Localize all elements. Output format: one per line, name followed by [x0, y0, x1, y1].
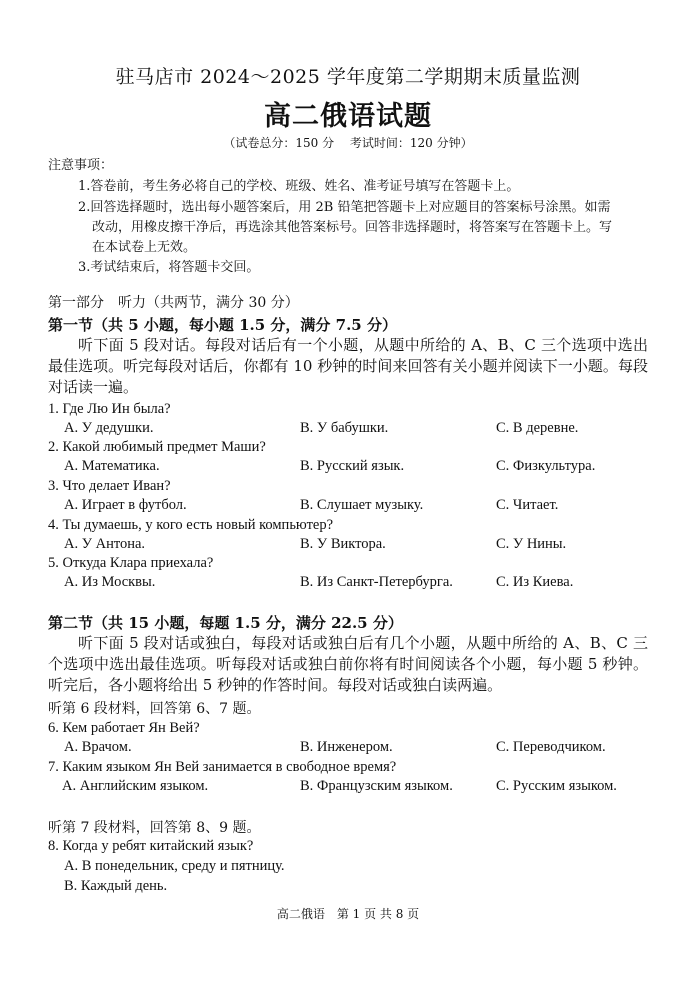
part1-title: 第一部分 听力（共两节，满分 30 分）	[48, 295, 299, 311]
note-item: 改动，用橡皮擦干净后，再选涂其他答案标号。回答非选择题时，将答案写在答题卡上。写	[92, 220, 613, 235]
note-item: 2.回答选择题时，选出每小题答案后，用 2B 铅笔把答题卡上对应题目的答案标号涂黑。如需	[78, 200, 611, 215]
question-3: 3. Что делает Иван?	[48, 478, 171, 494]
question-6: 6. Кем работает Ян Вей?	[48, 720, 200, 736]
option-a: A. Английским языком.	[62, 778, 209, 794]
exam-title: 高二俄语试题	[264, 101, 432, 132]
material-7-label: 听第 7 段材料，回答第 8、9 题。	[48, 820, 261, 836]
option-b: B. Русский язык.	[300, 458, 405, 474]
option-c: C. Из Киева.	[496, 574, 574, 590]
page-footer: 高二俄语 第 1 页 共 8 页	[276, 907, 420, 921]
note-item: 1.答卷前，考生务必将自己的学校、班级、姓名、准考证号填写在答题卡上。	[78, 179, 520, 194]
option-c: C. В деревне.	[496, 420, 579, 436]
option-a: A. Играет в футбол.	[64, 497, 187, 513]
question-4: 4. Ты думаешь, у кого есть новый компьютер?	[48, 517, 334, 533]
exam-info: （试卷总分：150 分 考试时间：120 分钟）	[223, 136, 473, 150]
option-a: A. У дедушки.	[64, 420, 154, 436]
section2-title: 第二节（共 15 小题，每题 1.5 分，满分 22.5 分）	[48, 614, 403, 632]
option-b: B. Слушает музыку.	[300, 497, 424, 513]
option-c: C. Русским языком.	[496, 778, 617, 794]
option-a: A. В понедельник, среду и пятницу.	[64, 858, 285, 874]
option-a: A. Врачом.	[64, 739, 132, 755]
option-a: A. У Антона.	[64, 536, 146, 552]
question-1: 1. Где Лю Ин была?	[48, 401, 171, 417]
section1-instructions: 听下面 5 段对话。每段对话后有一个小题，从题中所给的 A、B、C 三个选项中选出最佳选项。听完每段对话后，你都有 10 秒钟的时间来回答有关小题并阅读下一小题。每段对话读一遍。	[48, 336, 648, 396]
material-6-label: 听第 6 段材料，回答第 6、7 题。	[48, 701, 261, 717]
note-item: 在本试卷上无效。	[92, 240, 197, 255]
option-a: A. Из Москвы.	[64, 574, 156, 590]
option-b: B. Инженером.	[300, 739, 393, 755]
option-b: B. У Виктора.	[300, 536, 386, 552]
option-b: B. Французским языком.	[300, 778, 453, 794]
option-b: B. У бабушки.	[300, 420, 389, 436]
note-item: 3.考试结束后，将答题卡交回。	[78, 260, 260, 275]
notes-label: 注意事项：	[48, 158, 114, 173]
option-b: B. Каждый день.	[64, 878, 168, 894]
question-2: 2. Какой любимый предмет Маши?	[48, 439, 266, 455]
exam-header-line: 驻马店市 2024～2025 学年度第二学期期末质量监测	[115, 66, 581, 88]
section2-instructions: 听下面 5 段对话或独白，每段对话或独白后有几个小题，从题中所给的 A、B、C 三个选项中选出最佳选项。听每段对话或独白前你将有时间阅读各个小题，每小题 5 秒钟。听完后，各小题将给出 5 秒钟的作答时间。每段对话或独白读两遍。	[48, 634, 648, 694]
section1-title: 第一节（共 5 小题，每小题 1.5 分，满分 7.5 分）	[48, 316, 397, 334]
question-5: 5. Откуда Клара приехала?	[48, 555, 214, 571]
option-c: C. Переводчиком.	[496, 739, 606, 755]
question-7: 7. Каким языком Ян Вей занимается в свободное время?	[48, 759, 397, 775]
option-c: C. Читает.	[496, 497, 559, 513]
option-a: A. Математика.	[64, 458, 160, 474]
question-8: 8. Когда у ребят китайский язык?	[48, 838, 254, 854]
option-b: B. Из Санкт-Петербурга.	[300, 574, 453, 590]
option-c: C. Физкультура.	[496, 458, 596, 474]
option-c: C. У Нины.	[496, 536, 567, 552]
